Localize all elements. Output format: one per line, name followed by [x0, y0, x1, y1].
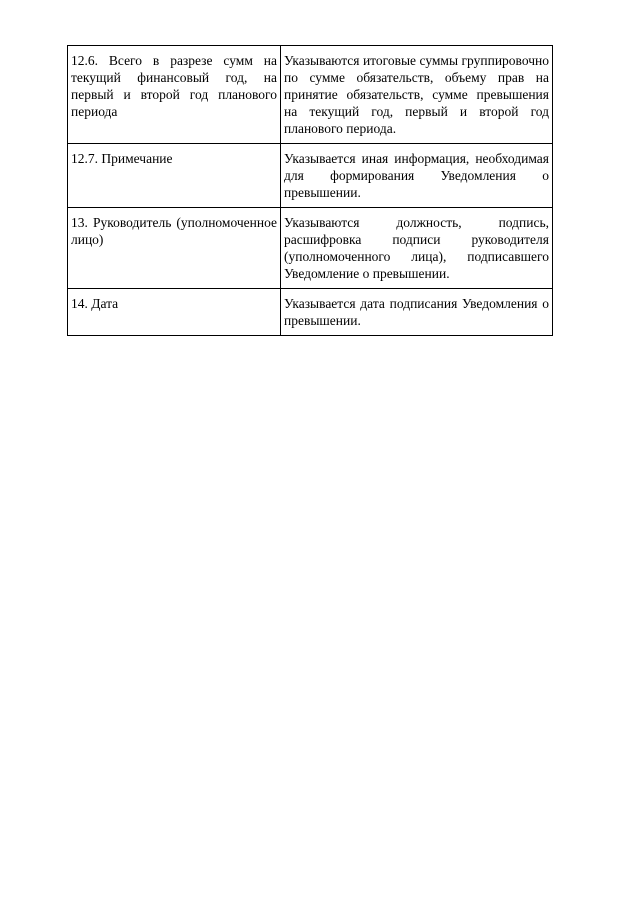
- table-row: [68, 289, 553, 336]
- description-cell: Указываются итоговые суммы группировочно по сумме обязательств, объему прав на принятие обязательств, сумме превышения на текущий год, первый и второй год планового периода.: [281, 46, 553, 144]
- field-cell: 14. Дата: [68, 289, 281, 336]
- description-cell: Указывается дата подписания Уведомления о превышении.: [281, 289, 553, 336]
- table-row: [68, 144, 553, 208]
- field-cell: 13. Руководитель (уполномоченное лицо): [68, 208, 281, 289]
- field-cell: 12.6. Всего в разрезе сумм на текущий финансовый год, на первый и второй год планового периода: [68, 46, 281, 144]
- field-cell: 12.7. Примечание: [68, 144, 281, 208]
- description-cell: Указываются должность, подпись, расшифровка подписи руководителя (уполномоченного лица), подписавшего Уведомление о превышении.: [281, 208, 553, 289]
- table-row: [68, 46, 553, 144]
- instructions-table: [67, 45, 553, 336]
- description-cell: Указывается иная информация, необходимая для формирования Уведомления о превышении.: [281, 144, 553, 208]
- table-row: [68, 208, 553, 289]
